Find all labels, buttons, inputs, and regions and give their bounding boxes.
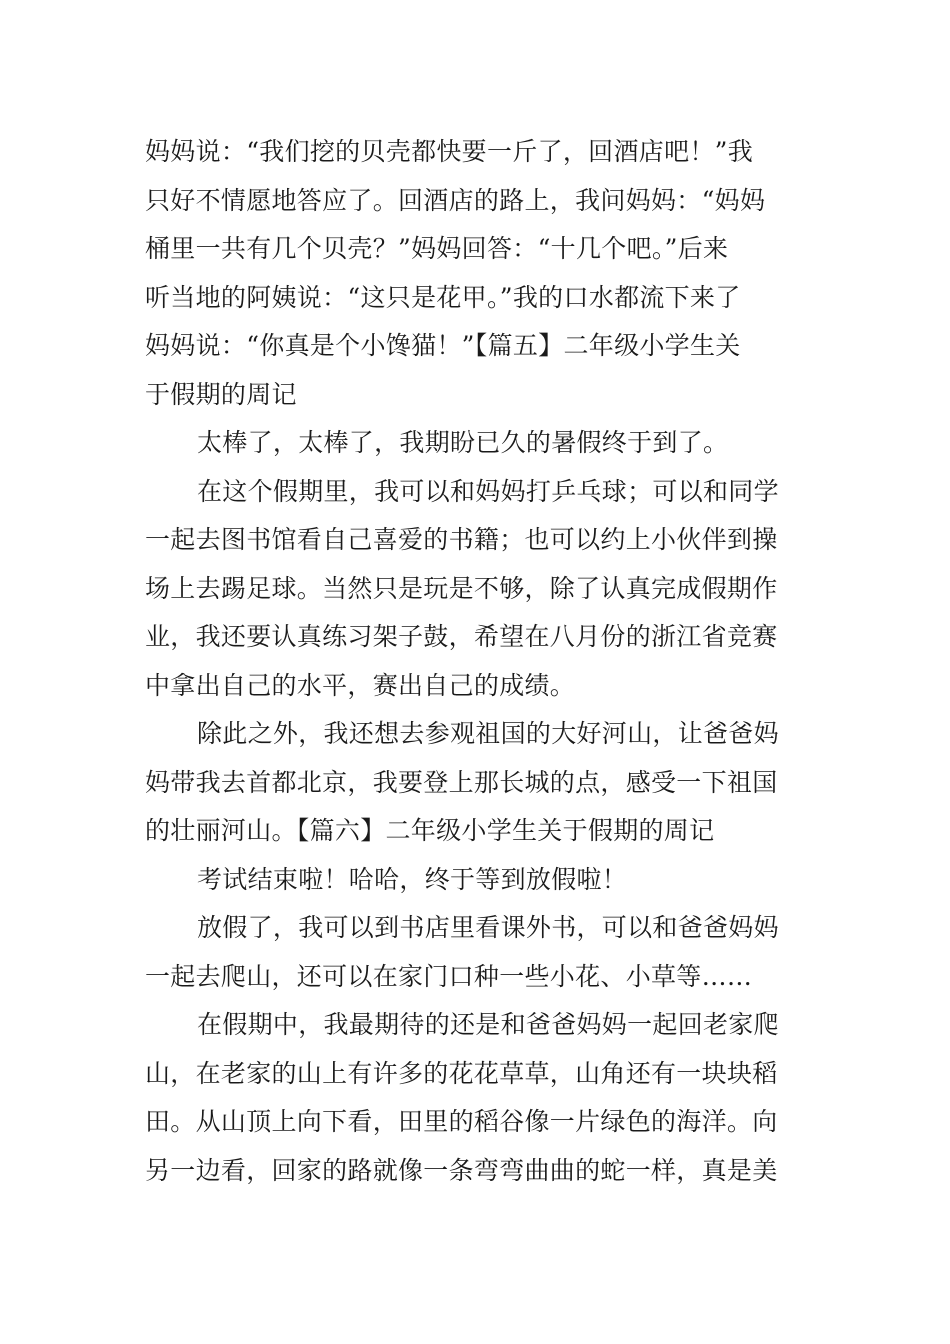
text-line: 山，在老家的山上有许多的花花草草，山角还有一块块稻 <box>145 1058 778 1088</box>
text-line: 只好不情愿地答应了。回酒店的路上，我问妈妈：“妈妈 <box>145 185 766 215</box>
text-line: 在这个假期里，我可以和妈妈打乒乓球；可以和同学 <box>197 476 779 506</box>
text-line: 一起去图书馆看自己喜爱的书籍；也可以约上小伙伴到操 <box>145 525 778 554</box>
text-line: 除此之外，我还想去参观祖国的大好河山，让爸爸妈 <box>197 719 779 748</box>
text-line: 妈带我去首都北京，我要登上那长城的点，感受一下祖国 <box>145 767 778 797</box>
text-line: 中拿出自己的水平，赛出自己的成绩。 <box>145 670 576 700</box>
text-line: 妈妈说：“我们挖的贝壳都快要一斤了，回酒店吧！”我 <box>145 137 754 166</box>
text-line: 田。从山顶上向下看，田里的稻谷像一片绿色的海洋。向 <box>145 1107 778 1136</box>
text-line: 考试结束啦！哈哈，终于等到放假啦！ <box>197 864 628 894</box>
text-line: 妈妈说：“你真是个小馋猫！”【篇五】二年级小学生关 <box>145 331 741 360</box>
text-line: 场上去踢足球。当然只是玩是不够，除了认真完成假期作 <box>145 573 778 603</box>
text-line: 于假期的周记 <box>145 379 297 409</box>
text-line: 业，我还要认真练习架子鼓，希望在八月份的浙江省竞赛 <box>145 622 778 651</box>
text-line: 太棒了，太棒了，我期盼已久的暑假终于到了。 <box>197 428 729 457</box>
text-line: 在假期中，我最期待的还是和爸爸妈妈一起回老家爬 <box>197 1010 779 1039</box>
text-line: 的壮丽河山。【篇六】二年级小学生关于假期的周记 <box>145 816 715 845</box>
text-line: 放假了，我可以到书店里看课外书，可以和爸爸妈妈 <box>197 913 779 942</box>
text-line: 一起去爬山，还可以在家门口种一些小花、小草等…… <box>145 961 753 991</box>
text-line: 另一边看，回家的路就像一条弯弯曲曲的蛇一样，真是美 <box>145 1155 778 1185</box>
document-body <box>145 128 807 1195</box>
text-line: 听当地的阿姨说：“这只是花甲。”我的口水都流下来了 <box>145 282 741 312</box>
text-line: 桶里一共有几个贝壳？”妈妈回答：“十几个吧。”后来 <box>145 234 729 263</box>
